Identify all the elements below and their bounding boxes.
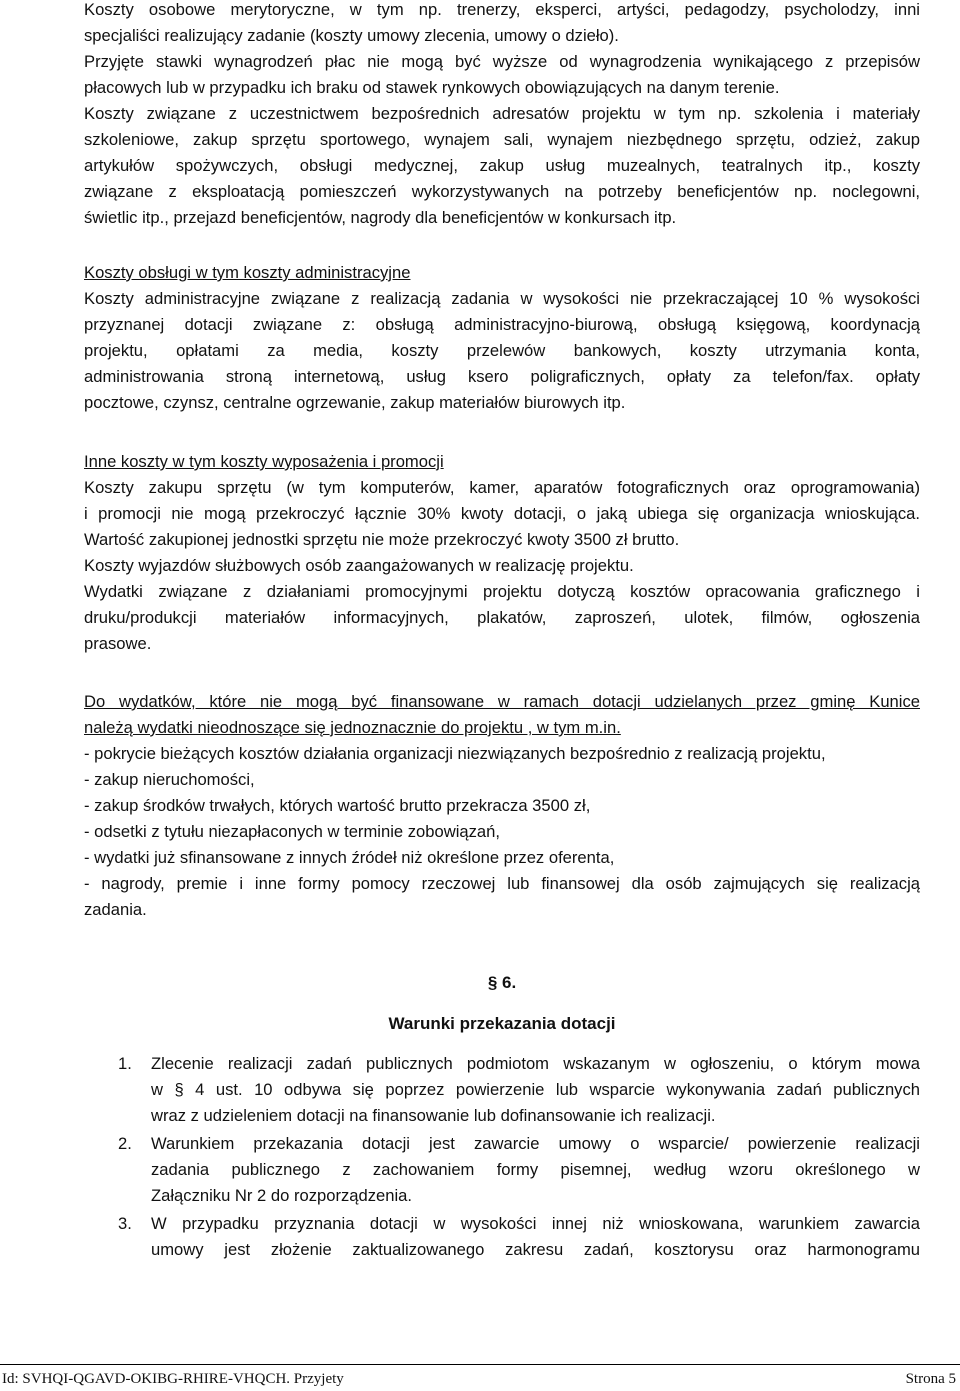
text-line: prasowe. <box>84 634 152 653</box>
text-line: Warunkiem przekazania dotacji jest zawarcie umowy o wsparcie/ powierzenie realizacji <box>151 1134 920 1153</box>
text-line: świetlic itp., przejazd beneficjentów, nagrody dla beneficjentów w konkursach itp. <box>84 208 677 227</box>
text-line: Koszty wyjazdów służbowych osób zaangażowanych w realizację projektu. <box>84 556 634 575</box>
list-item: zadania. <box>84 900 147 919</box>
excluded-expenses-section <box>84 689 920 923</box>
text-line: wraz z udzieleniem dotacji na finansowanie lub dofinansowanie ich realizacji. <box>151 1106 716 1125</box>
other-costs-section <box>84 449 920 657</box>
text-line: przyznanej dotacji związane z: obsługą administracyjno-biurową, obsługą księgową, koordynacją <box>84 315 920 334</box>
text-line: administrowania stroną internetową, usług ksero poligraficznych, opłaty za telefon/fax. opłaty <box>84 367 920 386</box>
text-line: projektu, opłatami za media, koszty przelewów bankowych, koszty utrzymania konta, <box>84 341 920 360</box>
text-line: pocztowe, czynsz, centralne ogrzewanie, zakup materiałów biurowych itp. <box>84 393 626 412</box>
text-line: umowy jest złożenie zaktualizowanego zakresu zadań, kosztorysu oraz harmonogramu <box>151 1240 920 1259</box>
section-number: § 6. <box>487 973 517 992</box>
list-number: 1. <box>118 1054 132 1073</box>
list-number: 2. <box>118 1134 132 1153</box>
admin-costs-heading: Koszty obsługi w tym koszty administracyjne <box>84 263 411 282</box>
text-line: Koszty administracyjne związane z realizacją zadania w wysokości nie przekraczającej 10 % wysokości <box>84 289 920 308</box>
text-line: w § 4 ust. 10 odbywa się poprzez powierzenie lub wsparcie wykonywania zadań publicznych <box>151 1080 920 1099</box>
text-line: W przypadku przyznania dotacji w wysokości innej niż wnioskowana, warunkiem zawarcia <box>151 1214 920 1233</box>
text-line: Wydatki związane z działaniami promocyjnymi projektu dotyczą kosztów opracowania graficznego i <box>84 582 920 601</box>
excluded-heading-line: Do wydatków, które nie mogą być finansowane w ramach dotacji udzielanych przez gminę Kunice <box>84 692 920 711</box>
list-item: - zakup środków trwałych, których wartość brutto przekracza 3500 zł, <box>84 796 591 815</box>
text-line: szkoleniowe, zakup sprzętu sportowego, wynajem sali, wynajem niezbędnego sprzętu, odzież, zakup <box>84 130 920 149</box>
text-line: związane z eksploatacją pomieszczeń wykorzystywanych na potrzeby beneficjentów np. noclegowni, <box>84 182 920 201</box>
list-number: 3. <box>118 1214 132 1233</box>
text-line: Załączniku Nr 2 do rozporządzenia. <box>151 1186 413 1205</box>
text-line: i promocji nie mogą przekroczyć łącznie 30% kwoty dotacji, o jaką ubiega się organizacja wnioskująca. <box>84 504 920 523</box>
text-line: Koszty zakupu sprzętu (w tym komputerów, kamer, aparatów fotograficznych oraz oprogramowania) <box>84 478 920 497</box>
section-title: Warunki przekazania dotacji <box>388 1014 616 1033</box>
text-line: Zlecenie realizacji zadań publicznych podmiotom wskazanym w ogłoszeniu, o którym mowa <box>151 1054 920 1073</box>
list-item: - zakup nieruchomości, <box>84 770 255 789</box>
text-line: płacowych lub w przypadku ich braku od stawek rynkowych obowiązujących na danym terenie. <box>84 78 780 97</box>
text-line: artykułów spożywczych, obsługi medycznej, zakup usług muzealnych, teatralnych itp., koszty <box>84 156 920 175</box>
text-line: Wartość zakupionej jednostki sprzętu nie może przekroczyć kwoty 3500 zł brutto. <box>84 530 680 549</box>
text-line: specjaliści realizujący zadanie (koszty umowy zlecenia, umowy o dzieło). <box>84 26 619 45</box>
text-line: Koszty związane z uczestnictwem bezpośrednich adresatów projektu w tym np. szkolenia i materiały <box>84 104 920 123</box>
text-line: zadania publicznego z zachowaniem formy pisemnej, według wzoru określonego w <box>151 1160 920 1179</box>
text-line: druku/produkcji materiałów informacyjnych, plakatów, zaproszeń, ulotek, filmów, ogłoszenia <box>84 608 920 627</box>
document-id: Id: SVHQI-QGAVD-OKIBG-RHIRE-VHQCH. Przyjety <box>2 1371 344 1387</box>
page-footer <box>0 1364 960 1391</box>
list-item: - nagrody, premie i inne formy pomocy rzeczowej lub finansowej dla osób zajmujących się realizacją <box>84 874 920 893</box>
page-number: Strona 5 <box>905 1371 956 1387</box>
list-item: - wydatki już sfinansowane z innych źródeł niż określone przez oferenta, <box>84 848 615 867</box>
excluded-heading-line: należą wydatki nieodnoszące się jednoznacznie do projektu , w tym m.in. <box>84 718 621 737</box>
footer-divider <box>0 1364 960 1365</box>
other-costs-heading: Inne koszty w tym koszty wyposażenia i promocji <box>84 452 444 471</box>
intro-paragraph <box>84 0 920 231</box>
admin-costs-section <box>84 260 920 416</box>
list-item: - odsetki z tytułu niezapłaconych w terminie zobowiązań, <box>84 822 500 841</box>
list-item: - pokrycie bieżących kosztów działania organizacji niezwiązanych bezpośrednio z realizacją projektu, <box>84 744 826 763</box>
text-line: Przyjęte stawki wynagrodzeń płac nie mogą być wyższe od wynagrodzenia wynikającego z przepisów <box>84 52 920 71</box>
text-line: Koszty osobowe merytoryczne, w tym np. trenerzy, eksperci, artyści, pedagodzy, psycholodzy, inni <box>84 0 920 19</box>
